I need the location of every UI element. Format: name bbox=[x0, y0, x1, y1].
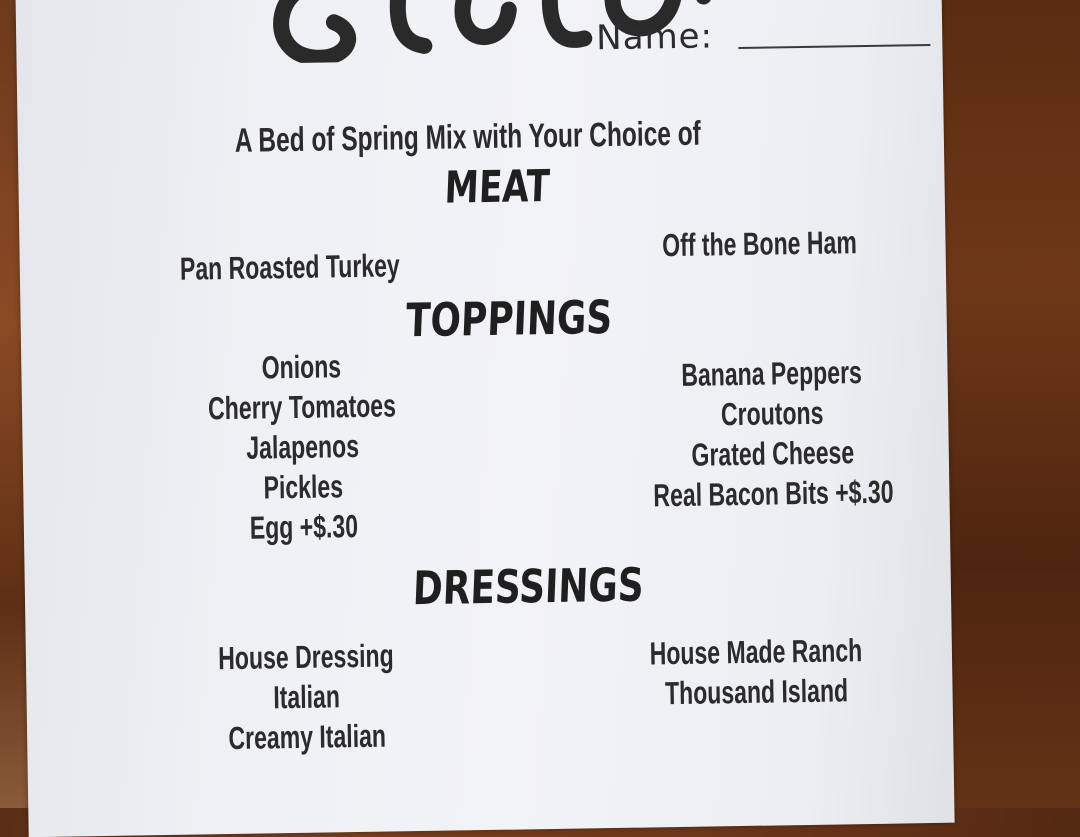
list-item: Pickles bbox=[263, 468, 344, 506]
name-blank-line bbox=[738, 44, 930, 49]
meat-left-column bbox=[167, 247, 412, 291]
dressings-right-column bbox=[633, 632, 879, 716]
list-item: Real Bacon Bits +$.30 bbox=[653, 473, 894, 514]
list-item: Croutons bbox=[720, 394, 824, 433]
toppings-right-column bbox=[649, 354, 896, 518]
list-item: Off the Bone Ham bbox=[661, 224, 858, 264]
list-item: Italian bbox=[272, 678, 341, 716]
list-item: Pan Roasted Turkey bbox=[179, 247, 400, 287]
toppings-heading: TOPPINGS bbox=[405, 289, 614, 348]
name-label: Name: bbox=[595, 16, 714, 59]
list-item: Thousand Island bbox=[664, 672, 849, 712]
toppings-left-column bbox=[193, 347, 412, 550]
meat-right-column bbox=[637, 224, 882, 268]
list-item: Banana Peppers bbox=[680, 354, 863, 393]
list-item: House Made Ranch bbox=[649, 632, 863, 672]
dressings-left-column bbox=[198, 637, 416, 760]
list-item: Cherry Tomatoes bbox=[207, 387, 397, 427]
list-item: Egg +$.30 bbox=[249, 508, 359, 546]
meat-heading: MEAT bbox=[443, 160, 551, 214]
list-item: Grated Cheese bbox=[691, 434, 855, 473]
dressings-heading: DRESSINGS bbox=[412, 557, 645, 616]
list-item: House Dressing bbox=[217, 637, 394, 677]
menu-sheet bbox=[15, 0, 954, 837]
list-item: Jalapenos bbox=[246, 427, 360, 466]
list-item: Creamy Italian bbox=[228, 717, 387, 757]
wood-table-right bbox=[940, 0, 1080, 808]
list-item: Onions bbox=[261, 348, 342, 386]
intro-text: A Bed of Spring Mix with Your Choice of bbox=[234, 114, 702, 160]
